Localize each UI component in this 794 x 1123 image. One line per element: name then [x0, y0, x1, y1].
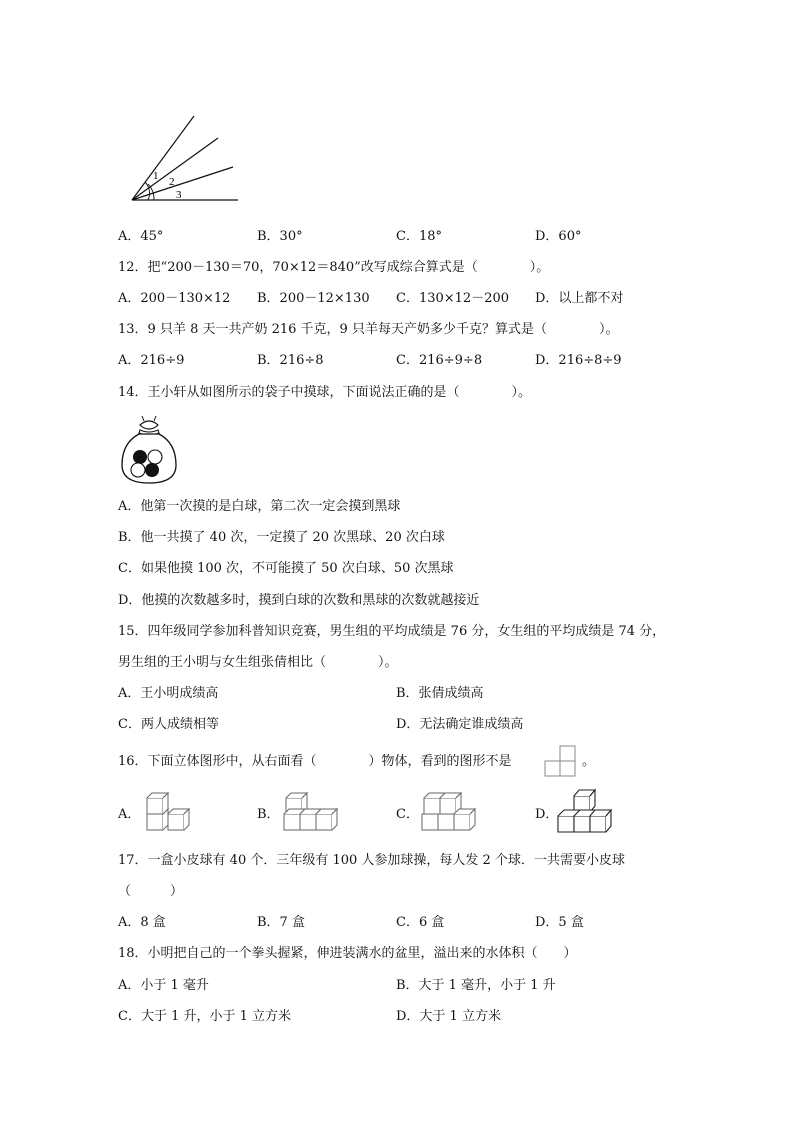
q17-option-d[interactable]: D．5 盒 — [535, 915, 584, 930]
angle-label-3: 3 — [176, 189, 182, 201]
q14-option-b[interactable]: B．他一共摸了 40 次，一定摸了 20 次黑球、20 次白球 — [118, 530, 445, 545]
q11-option-b[interactable]: B．30° — [257, 229, 303, 244]
angle-label-1: 1 — [153, 170, 159, 182]
q16-option-d-label[interactable]: D． — [535, 807, 559, 822]
angle-label-2: 2 — [169, 176, 175, 188]
q11-option-d[interactable]: D．60° — [535, 229, 582, 244]
q18-option-c[interactable]: C．大于 1 升，小于 1 立方米 — [118, 1009, 292, 1024]
cube-stack-d-icon — [556, 788, 612, 836]
q14-option-d[interactable]: D．他摸的次数越多时，摸到白球的次数和黑球的次数就越接近 — [118, 593, 480, 608]
q16-stem-end: 。 — [582, 754, 596, 769]
q18-option-d[interactable]: D．大于 1 立方米 — [396, 1009, 501, 1024]
q16-stem: 16．下面立体图形中，从右面看（ ）物体，看到的图形不是 — [118, 754, 512, 769]
angle-figure — [128, 112, 243, 204]
q13-option-c[interactable]: C．216÷9÷8 — [396, 353, 483, 368]
q15-option-d[interactable]: D．无法确定谁成绩高 — [396, 717, 524, 732]
q11-option-c[interactable]: C．18° — [396, 229, 442, 244]
q12-option-c[interactable]: C．130×12－200 — [396, 291, 510, 306]
q18-stem: 18．小明把自己的一个拳头握紧，伸进装满水的盆里，溢出来的水体积（ ） — [118, 946, 577, 961]
q15-option-b[interactable]: B．张倩成绩高 — [396, 686, 484, 701]
q13-option-a[interactable]: A．216÷9 — [118, 353, 185, 368]
q15-option-c[interactable]: C．两人成绩相等 — [118, 717, 219, 732]
q15-stem-line-2: 男生组的王小明与女生组张倩相比（ ）。 — [118, 655, 398, 670]
q16-option-a-label[interactable]: A． — [118, 807, 141, 822]
q13-option-b[interactable]: B．216÷8 — [257, 353, 324, 368]
q16-option-c-label[interactable]: C． — [396, 807, 419, 822]
q17-option-a[interactable]: A．8 盒 — [118, 915, 166, 930]
q12-stem: 12．把“200－130＝70，70×12＝840”改写成综合算式是（ ）。 — [118, 260, 550, 275]
q17-option-b[interactable]: B．7 盒 — [257, 915, 305, 930]
q17-option-c[interactable]: C．6 盒 — [396, 915, 445, 930]
q14-stem: 14．王小轩从如图所示的袋子中摸球，下面说法正确的是（ ）。 — [118, 385, 532, 400]
q12-option-d[interactable]: D．以上都不对 — [535, 291, 624, 306]
q17-stem: 17．一盒小皮球有 40 个．三年级有 100 人参加球操，每人发 2 个球．一共需要小皮球 — [118, 853, 625, 868]
cube-stack-a-icon — [144, 792, 192, 832]
q13-option-d[interactable]: D．216÷8÷9 — [535, 353, 622, 368]
q12-option-a[interactable]: A．200－130×12 — [118, 291, 231, 306]
side-view-shape-icon — [544, 744, 578, 778]
q18-option-a[interactable]: A．小于 1 毫升 — [118, 978, 209, 993]
q15-stem-line-1: 15．四年级同学参加科普知识竞赛，男生组的平均成绩是 76 分，女生组的平均成绩是 74 分， — [118, 624, 666, 639]
q18-option-b[interactable]: B．大于 1 毫升，小于 1 升 — [396, 978, 556, 993]
q11-option-a[interactable]: A．45° — [118, 229, 164, 244]
q13-stem: 13．9 只羊 8 天一共产奶 216 千克，9 只羊每天产奶多少千克？算式是（ ）。 — [118, 322, 619, 337]
q14-option-a[interactable]: A．他第一次摸的是白球，第二次一定会摸到黑球 — [118, 499, 401, 514]
q17-blank: （ ） — [118, 884, 184, 899]
q14-option-c[interactable]: C．如果他摸 100 次，不可能摸了 50 次白球、50 次黑球 — [118, 561, 454, 576]
ball-bag-icon — [118, 415, 180, 487]
cube-stack-b-icon — [282, 792, 344, 832]
q15-option-a[interactable]: A．王小明成绩高 — [118, 686, 219, 701]
cube-stack-c-icon — [420, 792, 480, 832]
q12-option-b[interactable]: B．200－12×130 — [257, 291, 370, 306]
q16-option-b-label[interactable]: B． — [257, 807, 280, 822]
